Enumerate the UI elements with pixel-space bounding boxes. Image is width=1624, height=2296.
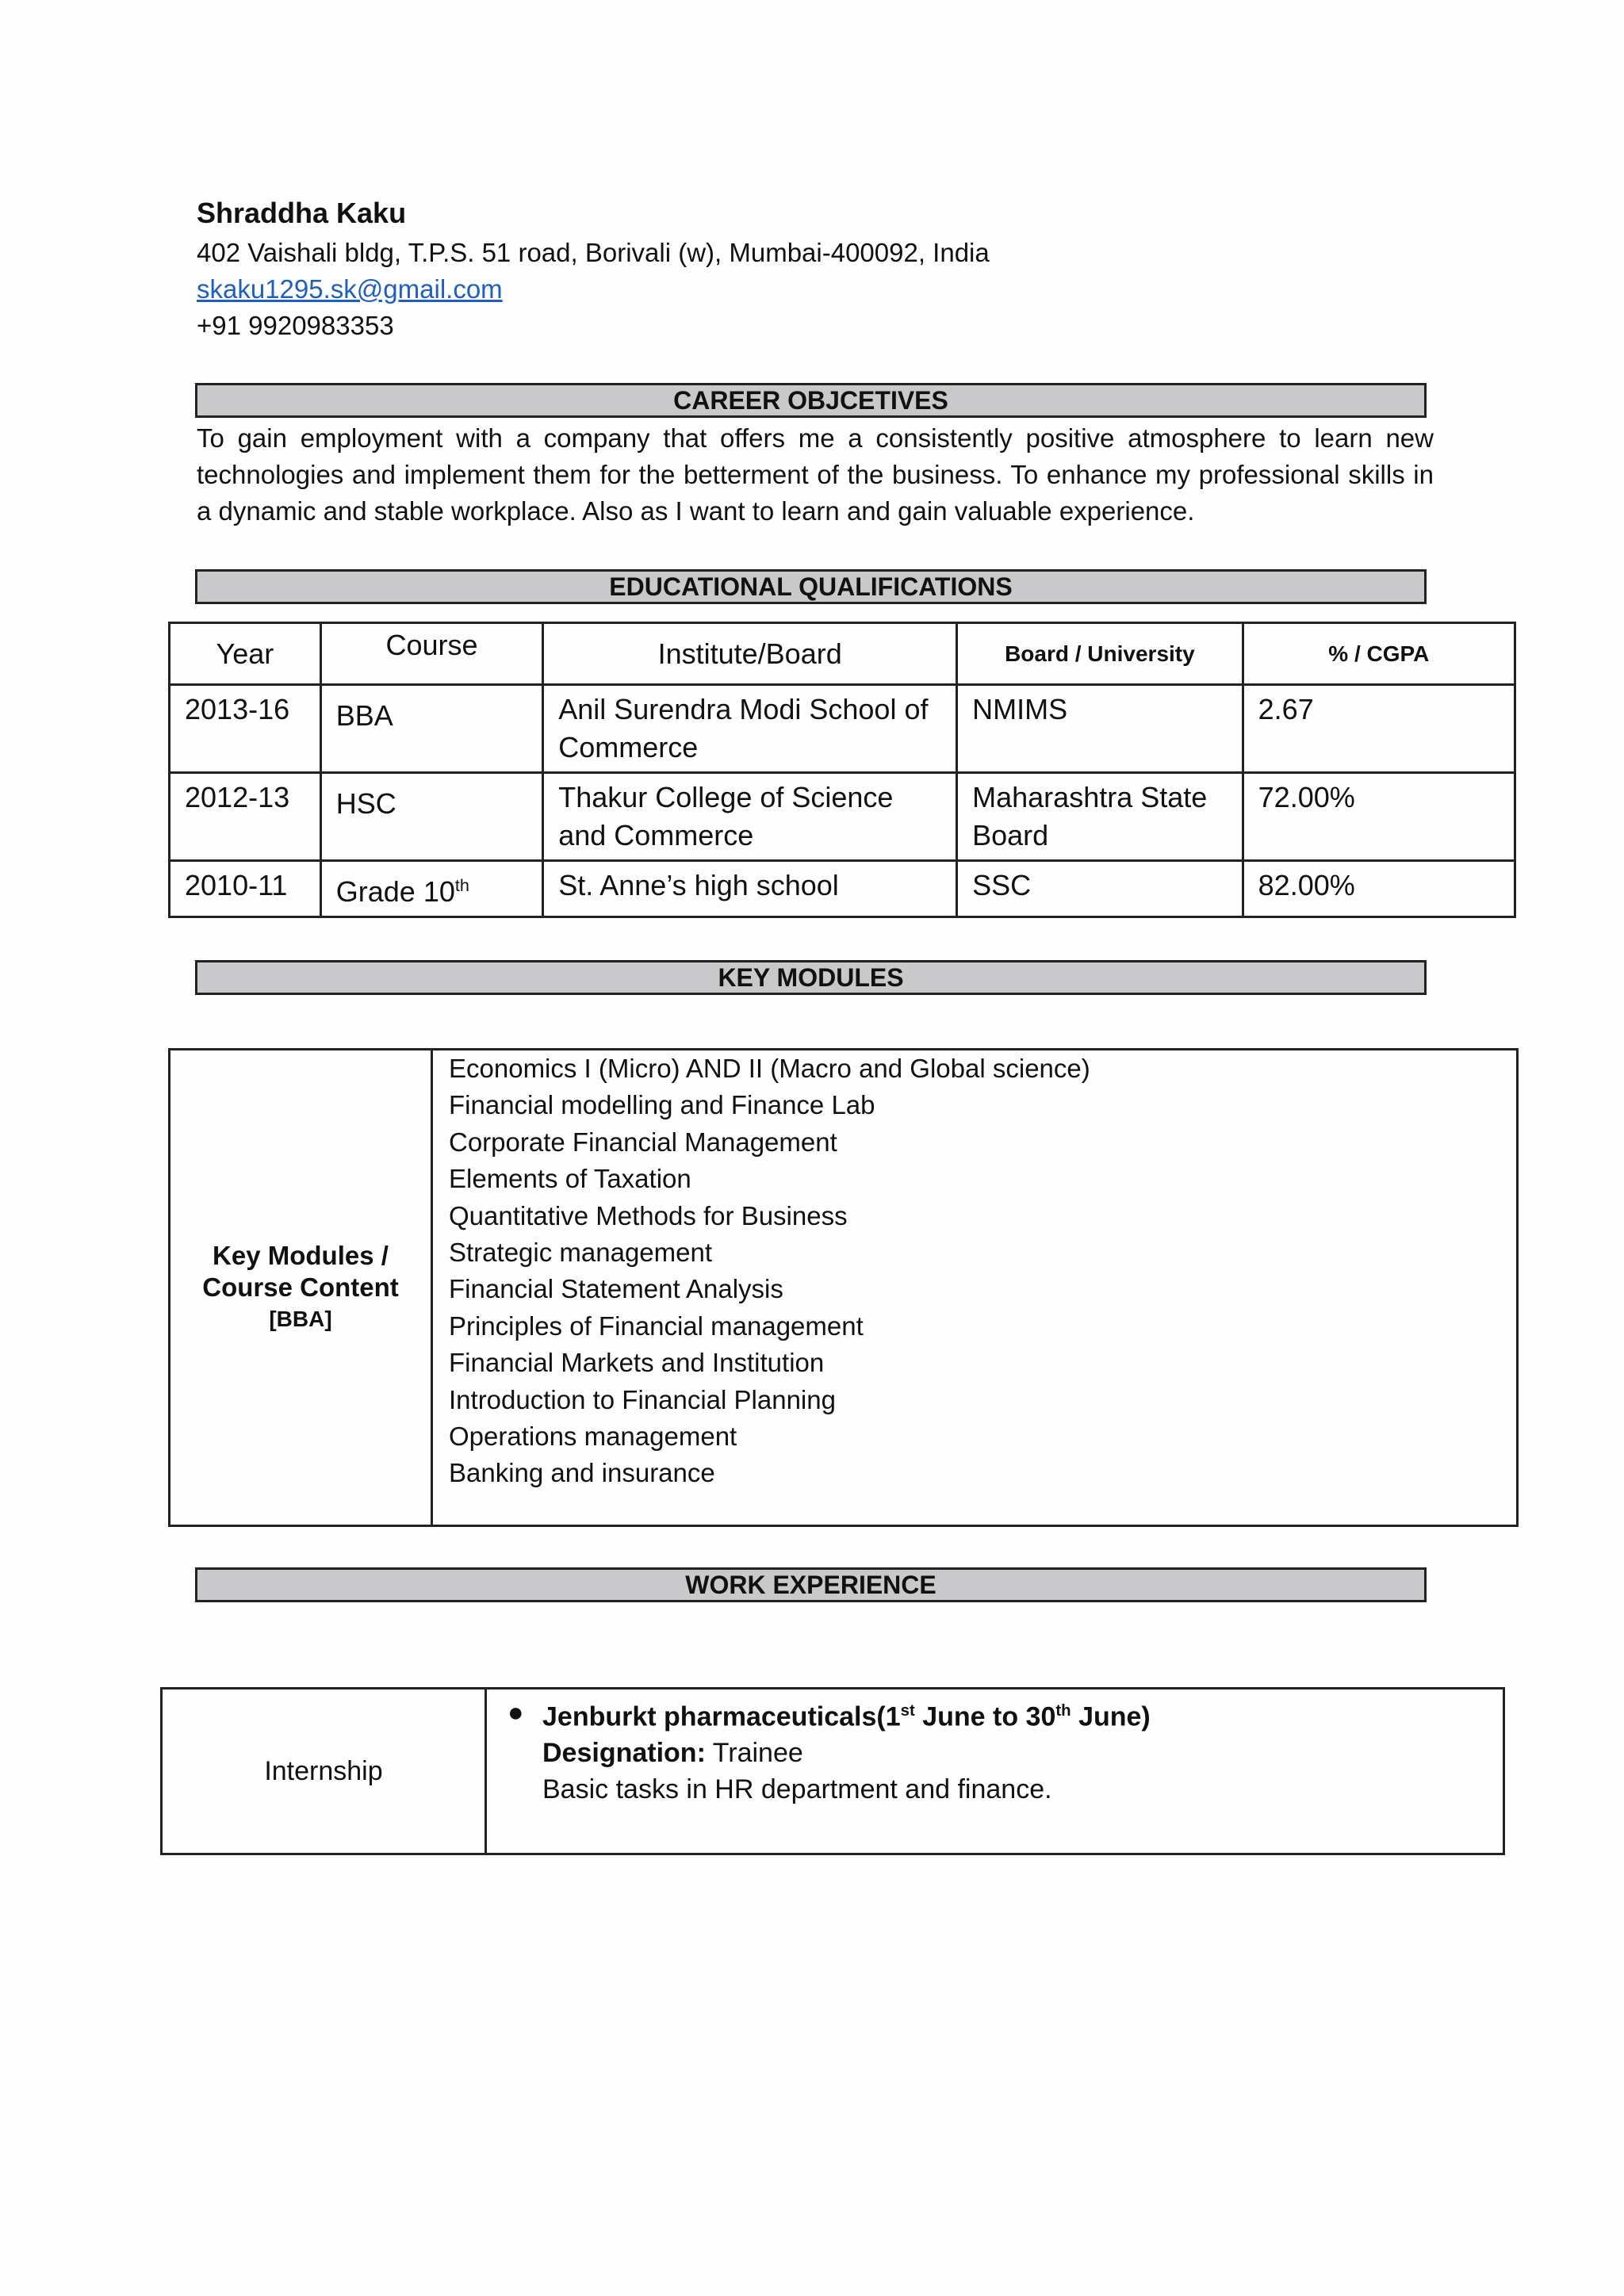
designation-line: Designation: Trainee xyxy=(542,1738,803,1769)
year-cell: 2012-13 xyxy=(170,773,321,861)
list-item: Principles of Financial management xyxy=(449,1311,864,1341)
list-item: Economics I (Micro) AND II (Macro and Global science) xyxy=(449,1054,1090,1083)
key-modules-table xyxy=(168,1048,1519,1527)
list-item: Financial Markets and Institution xyxy=(449,1348,825,1378)
work-experience-table xyxy=(160,1687,1505,1855)
col-board: Board / University xyxy=(957,623,1243,685)
company-line: Jenburkt pharmaceuticals(1st June to 30th June) xyxy=(542,1701,1151,1732)
score-cell: 82.00% xyxy=(1243,861,1515,917)
score-cell: 2.67 xyxy=(1243,685,1515,773)
col-course: Course xyxy=(320,623,542,685)
course-cell: Grade 10th xyxy=(320,861,542,917)
year-cell: 2013-16 xyxy=(170,685,321,773)
career-objectives-heading: CAREER OBJCETIVES xyxy=(195,383,1427,418)
col-institute: Institute/Board xyxy=(543,623,957,685)
modules-label-line1: Key Modules / xyxy=(213,1241,389,1270)
work-experience-heading: WORK EXPERIENCE xyxy=(195,1567,1427,1602)
score-cell: 72.00% xyxy=(1243,773,1515,861)
education-heading: EDUCATIONAL QUALIFICATIONS xyxy=(195,569,1427,604)
list-item: Strategic management xyxy=(449,1238,713,1268)
career-objective-text: To gain employment with a company that offers me a consistently positive atmosphere to learn new technologies and implement them for the betterment of the business. To enhance my professional skills in a dynamic and stable workplace. Also as I want to learn and gain valuable experience. xyxy=(197,423,1434,526)
modules-label-sub: [BBA] xyxy=(269,1307,332,1331)
table-row xyxy=(170,773,1515,861)
internship-description: Basic tasks in HR department and finance. xyxy=(542,1774,1052,1805)
modules-list-cell xyxy=(432,1050,1518,1526)
key-modules-heading: KEY MODULES xyxy=(195,960,1427,995)
table-row xyxy=(170,685,1515,773)
internship-details xyxy=(486,1689,1504,1854)
phone: +91 9920983353 xyxy=(197,311,394,340)
course-cell: HSC xyxy=(320,773,542,861)
board-cell: Maharashtra State Board xyxy=(957,773,1243,861)
list-item: Financial modelling and Finance Lab xyxy=(449,1090,875,1120)
list-item: Banking and insurance xyxy=(449,1458,715,1488)
modules-list xyxy=(449,1050,1500,1492)
modules-label-cell xyxy=(170,1050,432,1526)
list-item: Operations management xyxy=(449,1422,737,1452)
modules-label-line2: Course Content xyxy=(202,1272,399,1302)
address: 402 Vaishali bldg, T.P.S. 51 road, Borivali (w), Mumbai-400092, India xyxy=(197,238,990,267)
table-row xyxy=(170,861,1515,917)
email-link[interactable]: skaku1295.sk@gmail.com xyxy=(197,274,503,304)
resume-header xyxy=(197,197,990,344)
education-table xyxy=(168,622,1516,918)
institute-cell: Thakur College of Science and Commerce xyxy=(543,773,957,861)
board-cell: NMIMS xyxy=(957,685,1243,773)
col-year: Year xyxy=(170,623,321,685)
bullet-icon: ● xyxy=(508,1697,524,1728)
col-score: % / CGPA xyxy=(1243,623,1515,685)
institute-cell: Anil Surendra Modi School of Commerce xyxy=(543,685,957,773)
institute-cell: St. Anne’s high school xyxy=(543,861,957,917)
list-item: Elements of Taxation xyxy=(449,1164,691,1194)
course-cell: BBA xyxy=(320,685,542,773)
internship-label: Internship xyxy=(162,1689,486,1854)
list-item: Introduction to Financial Planning xyxy=(449,1384,836,1414)
education-header-row xyxy=(170,623,1515,685)
board-cell: SSC xyxy=(957,861,1243,917)
list-item: Financial Statement Analysis xyxy=(449,1274,783,1304)
list-item: Corporate Financial Management xyxy=(449,1127,837,1157)
candidate-name: Shraddha Kaku xyxy=(197,197,407,229)
year-cell: 2010-11 xyxy=(170,861,321,917)
list-item: Quantitative Methods for Business xyxy=(449,1200,848,1230)
